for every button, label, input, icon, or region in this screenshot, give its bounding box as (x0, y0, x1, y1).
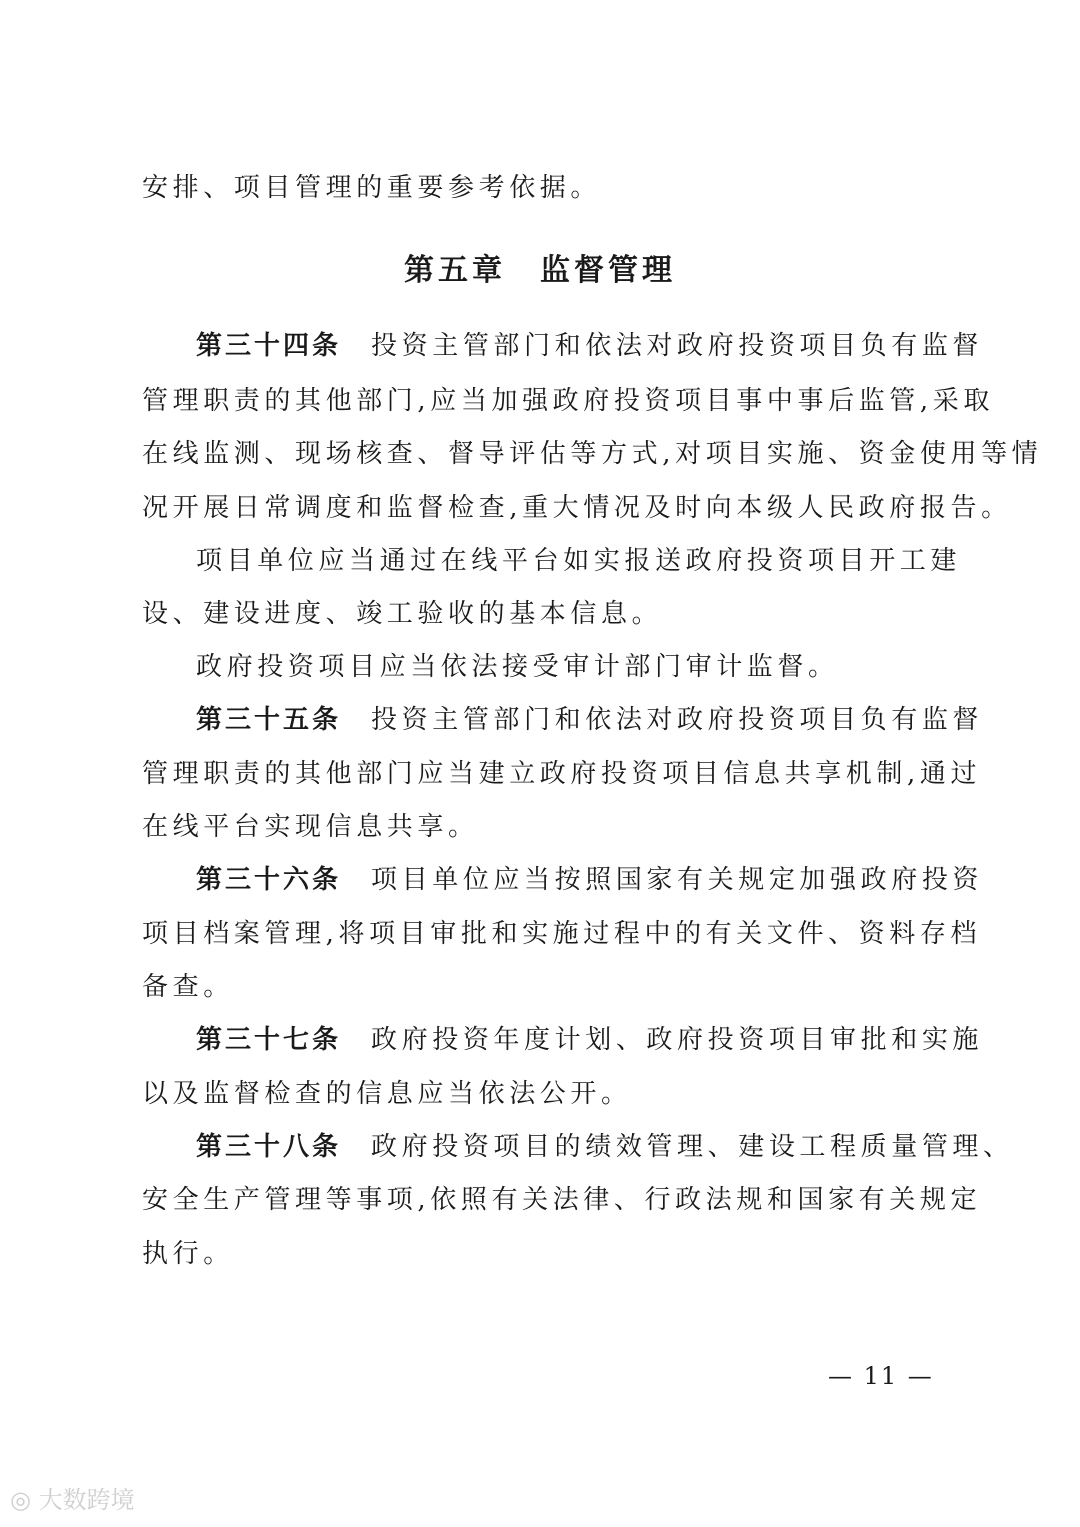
article-38-label: 第三十八条 (196, 1132, 342, 1162)
text-line: 执行。 (142, 1239, 234, 1269)
text-line: 况开展日常调度和监督检查,重大情况及时向本级人民政府报告。 (142, 493, 1012, 523)
text-line: 安排、项目管理的重要参考依据。 (142, 173, 602, 203)
text-line: 项目档案管理,将项目审批和实施过程中的有关文件、资料存档 (142, 919, 982, 949)
text-line: 备查。 (142, 972, 234, 1002)
text-line: 管理职责的其他部门应当建立政府投资项目信息共享机制,通过 (142, 759, 982, 789)
logo-icon: ◎ (10, 1486, 31, 1514)
text-line: 设、建设进度、竣工验收的基本信息。 (142, 599, 663, 629)
text-line: 在线平台实现信息共享。 (142, 812, 479, 842)
text-line: 以及监督检查的信息应当依法公开。 (142, 1079, 632, 1109)
text-span: 项目单位应当按照国家有关规定加强政府投资 (371, 865, 984, 895)
text-line: 项目单位应当通过在线平台如实报送政府投资项目开工建 (196, 546, 962, 576)
page-number: — 11 — (828, 1362, 934, 1390)
article-35-line (196, 700, 984, 740)
text-line: 在线监测、现场核查、督导评估等方式,对项目实施、资金使用等情 (142, 439, 1043, 469)
text-span: 投资主管部门和依法对政府投资项目负有监督 (371, 705, 984, 735)
watermark-logo (10, 1480, 135, 1515)
text-span: 政府投资项目的绩效管理、建设工程质量管理、 (371, 1132, 1014, 1162)
article-38-line (196, 1127, 1014, 1167)
article-34-line (196, 326, 984, 366)
article-37-line (196, 1020, 984, 1060)
watermark-text: 大数跨境 (38, 1486, 135, 1514)
text-span: 政府投资年度计划、政府投资项目审批和实施 (371, 1025, 984, 1055)
article-35-label: 第三十五条 (196, 705, 342, 735)
text-line: 管理职责的其他部门,应当加强政府投资项目事中事后监管,采取 (142, 386, 994, 416)
text-span: 投资主管部门和依法对政府投资项目负有监督 (371, 331, 984, 361)
text-line: 安全生产管理等事项,依照有关法律、行政法规和国家有关规定 (142, 1185, 982, 1215)
article-37-label: 第三十七条 (196, 1025, 342, 1055)
text-line: 政府投资项目应当依法接受审计部门审计监督。 (196, 652, 839, 682)
article-34-label: 第三十四条 (196, 331, 342, 361)
chapter-heading: 第五章 监督管理 (404, 253, 676, 288)
article-36-label: 第三十六条 (196, 865, 342, 895)
article-36-line (196, 860, 984, 900)
